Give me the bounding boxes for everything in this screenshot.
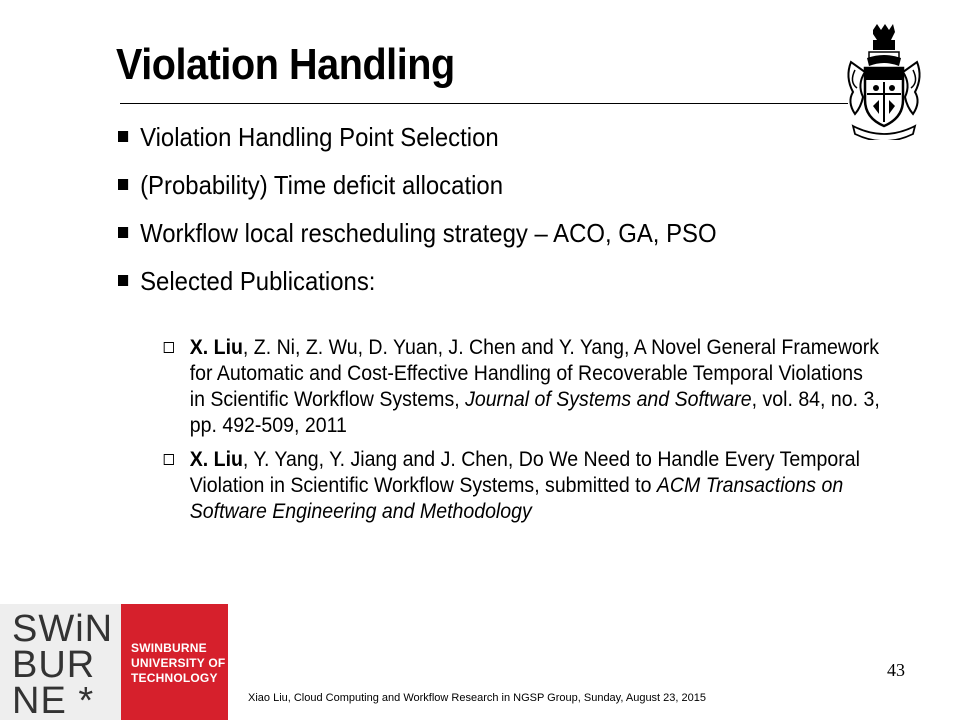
publication-text: , Z. Ni, Z. Wu, D. Yuan, J. Chen and Y. Yang, A Novel General Framework for Automatic and Cost-Effective Handling of Recoverable Temporal Violations in Scientific Workflow Systems, [189,336,880,411]
logo-word-line: BUR [12,644,96,686]
bullet-item [118,120,836,154]
page-number: 43 [887,660,905,680]
swinburne-logo [0,604,228,720]
bullet-item [118,168,836,202]
logo-name-panel [121,604,228,720]
publication-author: X. Liu [189,448,243,471]
bullet-text: Workflow local rescheduling strategy – ACO, GA, PSO [140,218,717,248]
publication-text: , Y. Yang, Y. Jiang and J. Chen, Do We Need to Handle Every Temporal Violation in Scientific Workflow Systems, submitted to [189,448,860,497]
slide-footer: Xiao Liu, Cloud Computing and Workflow Research in NGSP Group, Sunday, August 23, 2015 [248,692,706,704]
bullet-text: Selected Publications: [140,266,376,296]
publication-item [160,447,883,525]
bullet-list [118,120,898,298]
logo-wordmark-panel [0,604,121,720]
hollow-square-bullet-icon [164,342,174,353]
logo-word-line: SWiN [12,608,114,650]
square-bullet-icon [118,227,128,238]
bullet-item [118,264,836,298]
hollow-square-bullet-icon [164,454,174,465]
square-bullet-icon [118,275,128,286]
square-bullet-icon [118,131,128,142]
slide-title: Violation Handling [116,40,455,89]
bullet-text: Violation Handling Point Selection [140,122,499,152]
logo-name-line: UNIVERSITY OF [131,656,226,670]
publication-venue: ACM Transactions on Software Engineering and Methodology [189,474,844,523]
publication-list [160,335,900,533]
publication-author: X. Liu [189,336,243,359]
square-bullet-icon [118,179,128,190]
logo-word-line: NE * [12,680,95,722]
publication-venue: Journal of Systems and Software [465,388,752,411]
publication-item [160,335,883,439]
logo-name-line: TECHNOLOGY [131,671,218,685]
bullet-item [118,216,836,250]
bullet-text: (Probability) Time deficit allocation [140,170,504,200]
publication-details: , vol. 84, no. 3, pp. 492-509, 2011 [189,388,880,437]
title-divider [120,103,848,104]
logo-name-line: SWINBURNE [131,641,207,655]
